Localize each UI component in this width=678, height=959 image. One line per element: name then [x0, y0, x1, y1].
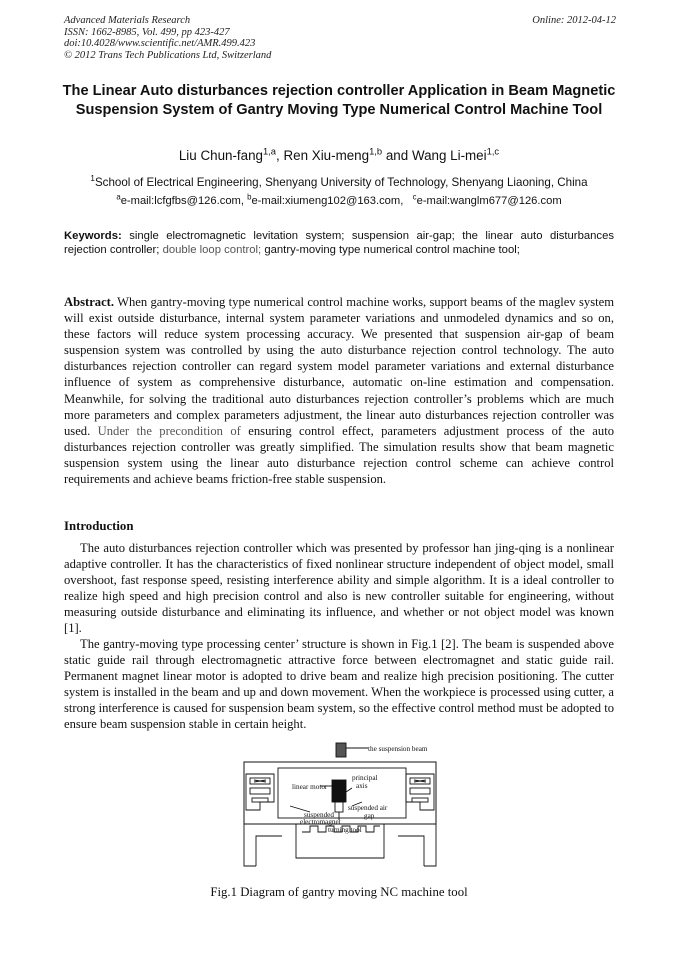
copyright-line: © 2012 Trans Tech Publications Ltd, Switzerland — [64, 50, 272, 62]
affiliation — [0, 176, 678, 189]
section-heading: Introduction — [64, 519, 134, 533]
author-separator: and — [382, 148, 412, 163]
issn-line: ISSN: 1662-8985, Vol. 499, pp 423-427 — [64, 26, 230, 38]
magnet-label: suspended — [304, 811, 334, 819]
email-list — [0, 192, 678, 207]
doi-line: doi:10.4028/www.scientific.net/AMR.499.423 — [64, 38, 256, 50]
email-superscript: b — [247, 192, 252, 202]
email-superscript: c — [412, 192, 417, 202]
keywords-text: gantry-moving type numerical control machine tool; — [261, 243, 520, 256]
page-header — [64, 15, 616, 62]
abstract-label: Abstract. — [64, 295, 115, 309]
author-name: Ren Xiu-meng — [283, 148, 370, 163]
abstract-text: ensuring control effect, parameters adjustment process of the auto disturbances rejection controller was greatly simplified. The simulation results show that beam magnetic suspension system using the linear auto disturbance rejection control scheme can achieve control requirements and achieve beams friction-free stable suspension. — [64, 423, 614, 487]
author-name: Wang Li-mei — [411, 148, 487, 163]
author-superscript: 1,a — [262, 146, 277, 157]
figure-caption: Fig.1 Diagram of gantry moving NC machine tool — [210, 885, 468, 899]
gap-label: suspended air — [348, 804, 388, 812]
author-separator: , — [276, 148, 284, 163]
axis-label: principal — [352, 774, 378, 782]
email-text: e-mail:wanglm677@126.com — [416, 195, 562, 207]
machine-tool-diagram — [240, 740, 440, 870]
author-name: Liu Chun-fang — [178, 148, 263, 163]
affiliation-text: School of Electrical Engineering, Shenyang University of Technology, Shenyang Liaoning, China — [94, 176, 588, 189]
abstract-block — [64, 294, 614, 487]
author-list — [0, 148, 678, 163]
online-date: Online: 2012-04-12 — [532, 15, 616, 26]
intro-paragraph: The gantry-moving type processing center’ structure is shown in Fig.1 [2]. The beam is suspended above static guide rail through electromagnetic attractive force between electromagnet and static guide rail. Permanent magnet linear motor is adopted to drive beam and realize high precision positioning. The cutter system is installed in the beam and up and down movement. When the workpiece is processed using cutter, a strong interference is caused for suspension beam system, so the effective control method must be adopted to ensure beam suspension stable in certain height. — [64, 637, 614, 732]
tool-label: turning tool — [328, 826, 362, 834]
author-superscript: 1,c — [486, 146, 500, 157]
paper-title: The Linear Auto disturbances rejection controller Application in Beam Magnetic Suspension System of Gantry Moving Type Numerical Control Machine Tool — [62, 83, 616, 118]
abstract-text: When gantry-moving type numerical control machine works, support beams of the maglev system will exist outside disturbance, internal system parameter variations and unmodeled dynamics and so on, these factors will reduce system processing accuracy. We presented that suspension air-gap of beam suspension system was controlled by using the auto disturbance rejection control technology. The auto disturbances rejection controller can regard system model parameter variations and external disturbance influence of system as comprehensive disturbance, automatic on-line estimation and compensation. Meanwhile, for solving the traditional auto disturbances rejection controller’s problems which are much more parameters and complex parameters adjustment, the linear auto disturbances rejection controller was used. — [64, 295, 614, 438]
email-text: e-mail:lcfgfbs@126.com, — [120, 195, 248, 207]
abstract-text: Under the precondition of — [97, 423, 241, 438]
keywords-block — [64, 230, 614, 258]
journal-name: Advanced Materials Research — [64, 15, 191, 26]
keywords-text: double loop control; — [162, 243, 262, 256]
motor-label: linear motor — [292, 783, 328, 791]
gap-label: gap — [364, 812, 375, 820]
axis-label: axis — [356, 782, 368, 790]
keywords-text: single electromagnetic levitation system; suspension air-gap; the linear auto disturbances rejection controller; — [64, 230, 614, 256]
author-superscript: 1,b — [369, 146, 383, 157]
email-superscript: a — [116, 192, 121, 202]
keywords-label: Keywords: — [64, 230, 122, 242]
affiliation-superscript: 1 — [90, 174, 95, 184]
magnet-label: electromagnet — [300, 818, 341, 826]
beam-label: the suspension beam — [368, 745, 428, 753]
email-text: e-mail:xiumeng102@163.com, — [251, 195, 413, 207]
intro-paragraph: The auto disturbances rejection controller which was presented by professor han jing-qing is a nonlinear adaptive controller. It has the characteristics of fixed nonlinear structure independent of object model, small overshoot, fast response speed, resisting interference ability and simple algorithm. It is a ideal controller to realize high speed and high precision control and also is new controller suitable for engineering, without measuring outside disturbance and eliminating its influence, and whether or not object model was known [1]. — [64, 541, 614, 636]
